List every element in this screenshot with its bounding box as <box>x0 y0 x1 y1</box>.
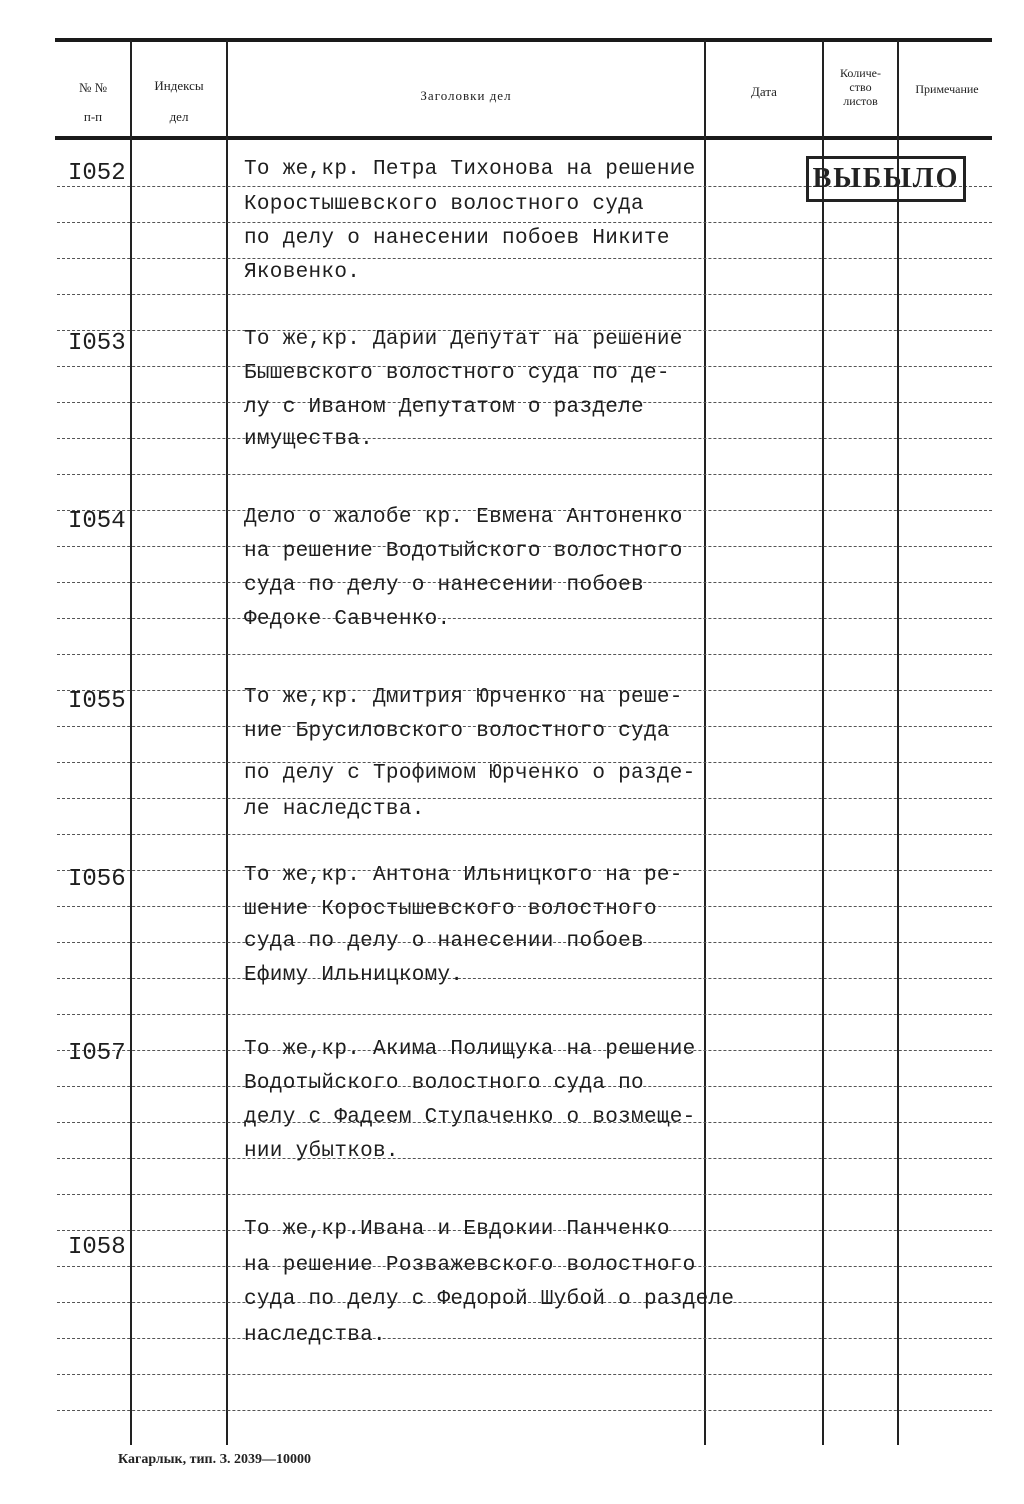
entry-title-line: наследства. <box>244 1324 386 1347</box>
ruled-line <box>57 474 992 475</box>
ruled-line <box>57 258 992 259</box>
ruled-line <box>57 978 992 979</box>
header-index-line: дел <box>169 109 189 124</box>
entry-title-line: Дело о жалобе кр. Евмена Антоненко <box>244 506 683 529</box>
header-sheets <box>824 66 897 108</box>
ruled-line <box>57 618 992 619</box>
entry-number: I052 <box>68 160 126 187</box>
entry-title-line: Яковенко. <box>244 261 361 284</box>
entry-title-line: по делу о нанесении побоев Никите <box>244 227 670 250</box>
table-top-rule <box>55 38 992 42</box>
ruled-line <box>57 654 992 655</box>
printer-imprint: Кагарлык, тип. З. 2039—10000 <box>118 1452 312 1467</box>
column-rule <box>130 40 132 1445</box>
entry-title-line: То же,кр. Дарии Депутат на решение <box>244 328 683 351</box>
column-rule <box>226 40 228 1445</box>
entry-number: I054 <box>68 508 126 535</box>
entry-title-line: То же,кр. Антона Ильницкого на ре- <box>244 864 683 887</box>
entry-title-line: То же,кр. Петра Тихонова на решение <box>244 158 696 181</box>
entry-title-line: лу с Иваном Депутатом о разделе <box>244 396 644 419</box>
entry-title-line: суда по делу о нанесении побоев <box>244 930 644 953</box>
entry-number: I058 <box>68 1234 126 1261</box>
entry-title-line: То же,кр.Ивана и Евдокии Панченко <box>244 1218 670 1241</box>
entry-number: I056 <box>68 866 126 893</box>
ruled-line <box>57 1374 992 1375</box>
entry-title-line: То же,кр. Акима Полищука на решение <box>244 1038 696 1061</box>
header-index <box>132 78 226 124</box>
entry-title-line: То же,кр. Дмитрия Юрченко на реше- <box>244 686 683 709</box>
ruled-line <box>57 1410 992 1411</box>
header-sheets-line: листов <box>843 94 878 108</box>
column-rule <box>822 40 824 1445</box>
entry-number: I055 <box>68 688 126 715</box>
header-number-line: п-п <box>83 109 103 124</box>
entry-title-line: Водотыйского волостного суда по <box>244 1072 644 1095</box>
header-index-line: Индексы <box>154 78 204 93</box>
entry-title-line: шение Коростышевского волостного <box>244 898 657 921</box>
entry-number: I053 <box>68 330 126 357</box>
ruled-line <box>57 1014 992 1015</box>
column-rule <box>897 40 899 1445</box>
ruled-line <box>57 294 992 295</box>
entry-title-line: по делу с Трофимом Юрченко о разде- <box>244 762 696 785</box>
ruled-line <box>57 438 992 439</box>
ruled-line <box>57 834 992 835</box>
header-title: Заголовки дел <box>420 88 512 103</box>
entry-title-line: Коростышевского волостного суда <box>244 193 644 216</box>
entry-title-line: делу с Фадеем Ступаченко о возмеще- <box>244 1106 696 1129</box>
entry-title-line: на решение Розважевского волостного <box>244 1254 696 1277</box>
header-sheets-line: Количе- <box>839 66 881 80</box>
ruled-line <box>57 1194 992 1195</box>
entry-title-line: Бышевского волостного суда по де- <box>244 362 670 385</box>
column-rule <box>704 40 706 1445</box>
entry-title-line: нии убытков. <box>244 1140 399 1163</box>
ruled-line <box>57 1158 992 1159</box>
entry-title-line: на решение Водотыйского волостного <box>244 540 683 563</box>
header-number-line: № № <box>78 80 108 95</box>
table-header-rule <box>55 136 992 140</box>
entry-title-line: ле наследства. <box>244 798 425 821</box>
header-number <box>57 80 129 124</box>
ruled-line <box>57 798 992 799</box>
withdrawn-stamp: ВЫБЫЛО <box>806 156 966 202</box>
ruled-line <box>57 1338 992 1339</box>
entry-title-line: Федоке Савченко. <box>244 608 451 631</box>
entry-title-line: суда по делу с Федорой Шубой о разделе <box>244 1288 735 1311</box>
header-note: Примечание <box>915 82 979 96</box>
ruled-line <box>57 222 992 223</box>
entry-title-line: Ефиму Ильницкому. <box>244 964 464 987</box>
header-sheets-line: ство <box>849 80 872 94</box>
entry-title-line: ние Брусиловского волостного суда <box>244 720 670 743</box>
entry-number: I057 <box>68 1040 126 1067</box>
header-date: Дата <box>751 84 777 99</box>
entry-title-line: имущества. <box>244 428 374 451</box>
entry-title-line: суда по делу о нанесении побоев <box>244 574 644 597</box>
